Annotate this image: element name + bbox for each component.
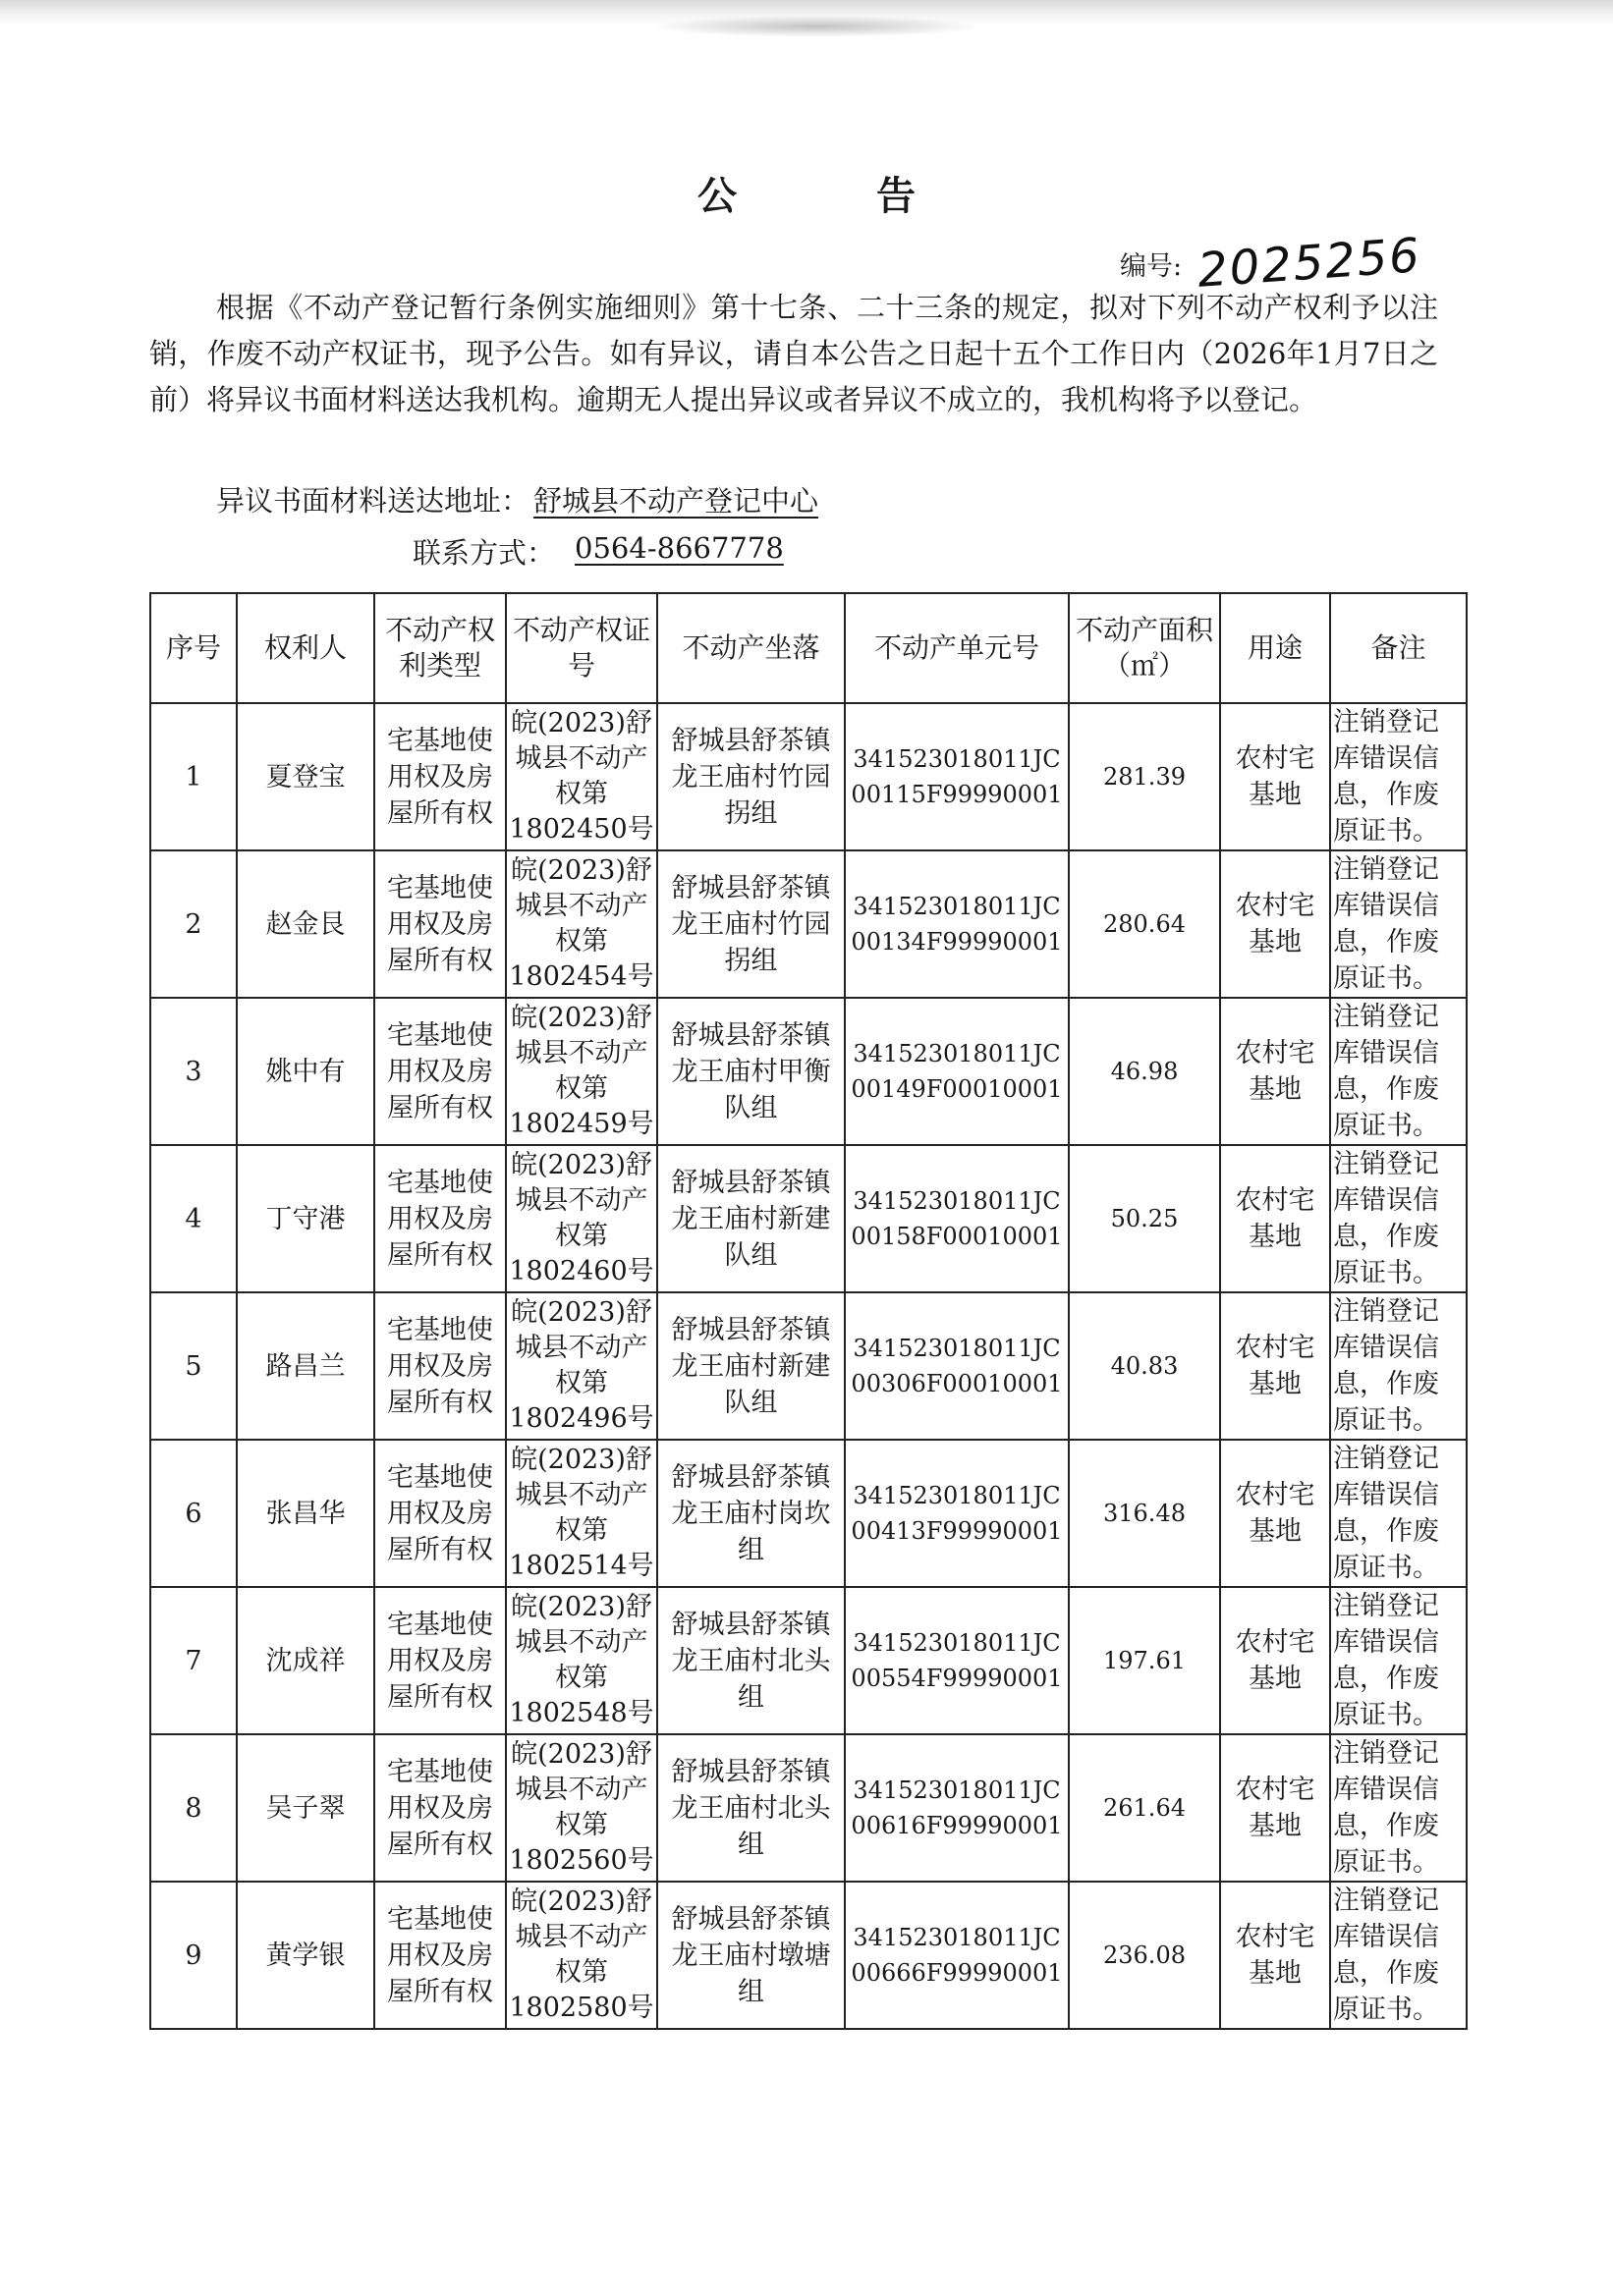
cell-area: 236.08 [1069, 1882, 1220, 2029]
contact-value: 0564-8667778 [575, 531, 784, 565]
cell-unit-no: 341523018011JC00616F99990001 [845, 1734, 1069, 1882]
cell-note: 注销登记库错误信息，作废原证书。 [1330, 1734, 1467, 1882]
cell-location: 舒城县舒茶镇龙王庙村新建队组 [657, 1292, 845, 1440]
document-number-handwritten: 2025256 [1196, 228, 1423, 299]
cell-cert-no: 皖(2023)舒城县不动产权第1802459号 [506, 998, 657, 1145]
cell-area: 316.48 [1069, 1440, 1220, 1587]
cell-right-type: 宅基地使用权及房屋所有权 [374, 850, 506, 998]
cell-owner: 姚中有 [237, 998, 374, 1145]
header-use: 用途 [1220, 593, 1330, 703]
cell-location: 舒城县舒茶镇龙王庙村竹园拐组 [657, 703, 845, 850]
cell-location: 舒城县舒茶镇龙王庙村墩塘组 [657, 1882, 845, 2029]
cell-no: 6 [150, 1440, 237, 1587]
table-row [150, 703, 1467, 850]
cell-owner: 赵金艮 [237, 850, 374, 998]
cell-cert-no: 皖(2023)舒城县不动产权第1802496号 [506, 1292, 657, 1440]
table-row [150, 1882, 1467, 2029]
cell-cert-no: 皖(2023)舒城县不动产权第1802580号 [506, 1882, 657, 2029]
cell-note: 注销登记库错误信息，作废原证书。 [1330, 1587, 1467, 1734]
document-number [1120, 228, 1423, 299]
cell-area: 50.25 [1069, 1145, 1220, 1292]
cell-use: 农村宅基地 [1220, 1145, 1330, 1292]
cell-use: 农村宅基地 [1220, 850, 1330, 998]
cell-area: 40.83 [1069, 1292, 1220, 1440]
table-row [150, 1145, 1467, 1292]
cell-owner: 张昌华 [237, 1440, 374, 1587]
cell-note: 注销登记库错误信息，作废原证书。 [1330, 1882, 1467, 2029]
cell-use: 农村宅基地 [1220, 1292, 1330, 1440]
cell-note: 注销登记库错误信息，作废原证书。 [1330, 1440, 1467, 1587]
cell-no: 8 [150, 1734, 237, 1882]
cell-location: 舒城县舒茶镇龙王庙村新建队组 [657, 1145, 845, 1292]
cell-owner: 路昌兰 [237, 1292, 374, 1440]
cell-unit-no: 341523018011JC00306F00010001 [845, 1292, 1069, 1440]
cell-owner: 黄学银 [237, 1882, 374, 2029]
objection-address-value: 舒城县不动产登记中心 [533, 484, 819, 518]
cell-right-type: 宅基地使用权及房屋所有权 [374, 1292, 506, 1440]
cell-unit-no: 341523018011JC00158F00010001 [845, 1145, 1069, 1292]
cell-unit-no: 341523018011JC00149F00010001 [845, 998, 1069, 1145]
cell-area: 197.61 [1069, 1587, 1220, 1734]
cell-use: 农村宅基地 [1220, 1440, 1330, 1587]
cell-owner: 吴子翠 [237, 1734, 374, 1882]
page-title: 公 告 [697, 173, 978, 219]
header-cert-no: 不动产权证号 [506, 593, 657, 703]
header-owner: 权利人 [237, 593, 374, 703]
contact-row [413, 531, 784, 572]
table-row [150, 1440, 1467, 1587]
cell-location: 舒城县舒茶镇龙王庙村甲衡队组 [657, 998, 845, 1145]
cell-no: 5 [150, 1292, 237, 1440]
cell-use: 农村宅基地 [1220, 1882, 1330, 2029]
cell-owner: 沈成祥 [237, 1587, 374, 1734]
cell-cert-no: 皖(2023)舒城县不动产权第1802454号 [506, 850, 657, 998]
cell-note: 注销登记库错误信息，作废原证书。 [1330, 850, 1467, 998]
cell-note: 注销登记库错误信息，作废原证书。 [1330, 703, 1467, 850]
cell-cert-no: 皖(2023)舒城县不动产权第1802560号 [506, 1734, 657, 1882]
cell-area: 46.98 [1069, 998, 1220, 1145]
contact-label: 联系方式： [413, 536, 556, 570]
cancellation-table [149, 592, 1468, 2030]
cell-location: 舒城县舒茶镇龙王庙村北头组 [657, 1734, 845, 1882]
table-row [150, 850, 1467, 998]
cell-use: 农村宅基地 [1220, 998, 1330, 1145]
cell-unit-no: 341523018011JC00413F99990001 [845, 1440, 1069, 1587]
scan-smudge [648, 16, 982, 37]
header-no: 序号 [150, 593, 237, 703]
objection-address-label: 异议书面材料送达地址： [216, 484, 530, 518]
table-header-row [150, 593, 1467, 703]
header-unit-no: 不动产单元号 [845, 593, 1069, 703]
table-row [150, 1587, 1467, 1734]
cell-no: 3 [150, 998, 237, 1145]
cell-location: 舒城县舒茶镇龙王庙村竹园拐组 [657, 850, 845, 998]
cell-use: 农村宅基地 [1220, 703, 1330, 850]
cell-right-type: 宅基地使用权及房屋所有权 [374, 703, 506, 850]
cell-note: 注销登记库错误信息，作废原证书。 [1330, 1145, 1467, 1292]
cell-right-type: 宅基地使用权及房屋所有权 [374, 1734, 506, 1882]
cell-right-type: 宅基地使用权及房屋所有权 [374, 998, 506, 1145]
cell-area: 280.64 [1069, 850, 1220, 998]
announcement-body: 根据《不动产登记暂行条例实施细则》第十七条、二十三条的规定，拟对下列不动产权利予以注销，作废不动产权证书，现予公告。如有异议，请自本公告之日起十五个工作日内（2026年1月7日之前）将异议书面材料送达我机构。逾期无人提出异议或者异议不成立的，我机构将予以登记。 [149, 291, 1438, 416]
cell-unit-no: 341523018011JC00666F99990001 [845, 1882, 1069, 2029]
document-number-label: 编号: [1120, 250, 1183, 282]
cell-cert-no: 皖(2023)舒城县不动产权第1802514号 [506, 1440, 657, 1587]
cell-unit-no: 341523018011JC00115F99990001 [845, 703, 1069, 850]
objection-address-row [216, 479, 818, 519]
cell-location: 舒城县舒茶镇龙王庙村岗坎组 [657, 1440, 845, 1587]
cell-no: 1 [150, 703, 237, 850]
cell-right-type: 宅基地使用权及房屋所有权 [374, 1882, 506, 2029]
cell-location: 舒城县舒茶镇龙王庙村北头组 [657, 1587, 845, 1734]
table-row [150, 1292, 1467, 1440]
cell-area: 261.64 [1069, 1734, 1220, 1882]
header-right-type: 不动产权利类型 [374, 593, 506, 703]
table-row [150, 998, 1467, 1145]
cell-no: 4 [150, 1145, 237, 1292]
cell-cert-no: 皖(2023)舒城县不动产权第1802450号 [506, 703, 657, 850]
cell-no: 7 [150, 1587, 237, 1734]
table-row [150, 1734, 1467, 1882]
cell-no: 2 [150, 850, 237, 998]
cell-use: 农村宅基地 [1220, 1587, 1330, 1734]
header-note: 备注 [1330, 593, 1467, 703]
cell-right-type: 宅基地使用权及房屋所有权 [374, 1145, 506, 1292]
header-area: 不动产面积（㎡） [1069, 593, 1220, 703]
cell-note: 注销登记库错误信息，作废原证书。 [1330, 998, 1467, 1145]
cell-no: 9 [150, 1882, 237, 2029]
cell-use: 农村宅基地 [1220, 1734, 1330, 1882]
cell-unit-no: 341523018011JC00554F99990001 [845, 1587, 1069, 1734]
cell-area: 281.39 [1069, 703, 1220, 850]
cell-right-type: 宅基地使用权及房屋所有权 [374, 1587, 506, 1734]
cell-owner: 夏登宝 [237, 703, 374, 850]
cell-owner: 丁守港 [237, 1145, 374, 1292]
cell-note: 注销登记库错误信息，作废原证书。 [1330, 1292, 1467, 1440]
cell-right-type: 宅基地使用权及房屋所有权 [374, 1440, 506, 1587]
header-location: 不动产坐落 [657, 593, 845, 703]
cell-cert-no: 皖(2023)舒城县不动产权第1802460号 [506, 1145, 657, 1292]
cell-unit-no: 341523018011JC00134F99990001 [845, 850, 1069, 998]
cell-cert-no: 皖(2023)舒城县不动产权第1802548号 [506, 1587, 657, 1734]
